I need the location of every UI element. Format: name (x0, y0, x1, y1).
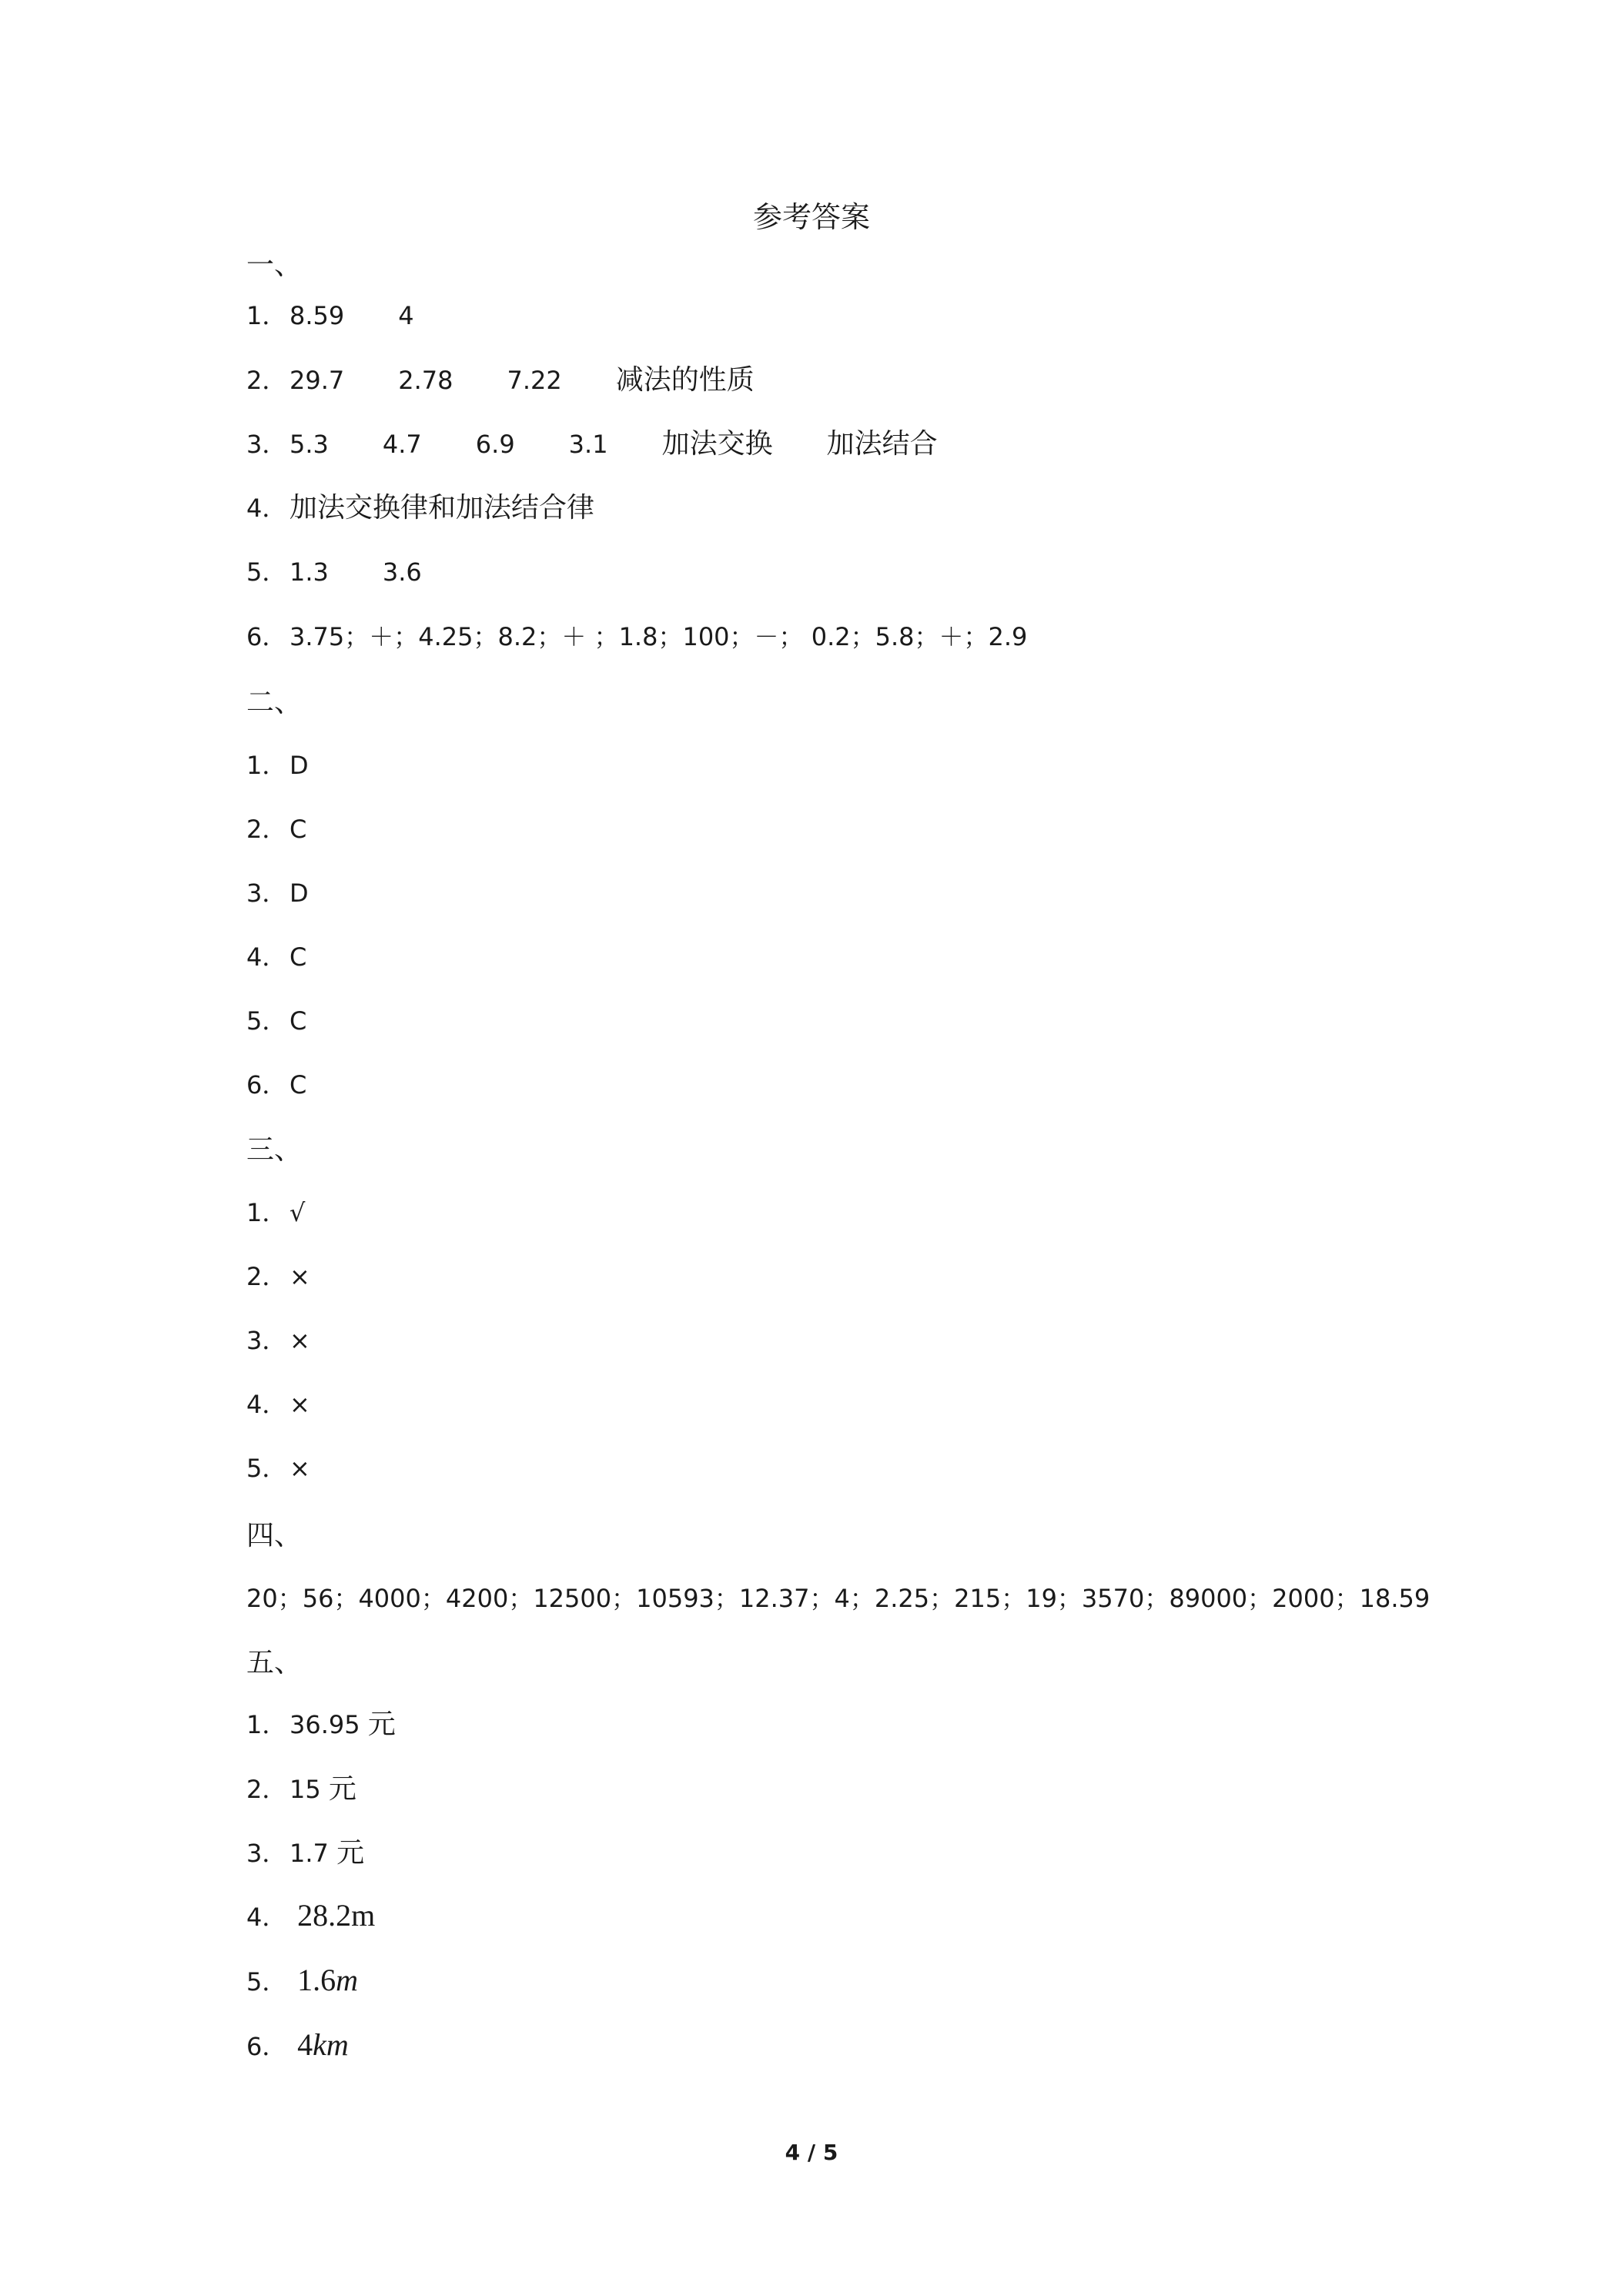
answer-value: D (289, 879, 309, 908)
unit-label: 元 (336, 1837, 365, 1869)
s1-item-6 (246, 618, 1027, 655)
item-number: 3． (246, 879, 287, 908)
item-number: 3． (246, 1839, 287, 1868)
s5-item-5 (246, 1962, 358, 2000)
item-number: 5． (246, 1967, 287, 1996)
answer-value: 15 (289, 1775, 321, 1804)
item-number: 5． (246, 1006, 287, 1036)
item-number: 3． (246, 430, 287, 459)
item-number: 5． (246, 1454, 287, 1483)
item-number: 4． (246, 942, 287, 972)
answer-value: 3.1 (568, 430, 608, 459)
answer-value: × (289, 1454, 310, 1483)
item-number: 2． (246, 1262, 287, 1291)
answer-value: 减法的性质 (615, 364, 755, 396)
answer-value: 1.7 (289, 1839, 329, 1868)
answer-value: 4.7 (382, 430, 422, 459)
answer-value: 29.7 (289, 366, 345, 395)
answer-value: 1.6 (297, 1963, 336, 1997)
item-number: 1． (246, 1710, 287, 1739)
answer-value: C (289, 815, 307, 844)
section-heading-1: 一、 (246, 249, 303, 281)
unit-label: 元 (367, 1709, 396, 1740)
section-heading-3: 三、 (246, 1134, 303, 1166)
s5-item-3 (246, 1835, 364, 1872)
item-number: 1． (246, 301, 287, 330)
item-number: 4． (246, 1390, 287, 1419)
s2-item-4 (246, 939, 306, 976)
s2-item-5 (246, 1002, 306, 1039)
s3-item-1 (246, 1194, 305, 1231)
s3-item-5 (246, 1450, 310, 1487)
s1-item-1 (246, 297, 414, 334)
answer-value: 7.22 (507, 366, 562, 395)
unit-label: m (336, 1963, 359, 1997)
answer-value: 5.3 (289, 430, 329, 459)
item-number: 2． (246, 366, 287, 395)
answer-value: 6.9 (475, 430, 515, 459)
s5-item-2 (246, 1771, 356, 1808)
item-number: 6． (246, 622, 287, 651)
answer-value: 3.6 (382, 557, 422, 587)
page-title: 参考答案 (752, 200, 870, 234)
answer-value: 8.59 (289, 301, 345, 330)
s2-item-2 (246, 811, 306, 848)
s2-item-3 (246, 875, 309, 912)
answer-value: × (289, 1326, 310, 1355)
answer-value: C (289, 1006, 307, 1036)
item-number: 6． (246, 1070, 287, 1099)
item-number: 3． (246, 1326, 287, 1355)
section-heading-2: 二、 (246, 687, 303, 718)
s5-item-1 (246, 1706, 396, 1743)
unit-label: km (313, 2027, 349, 2062)
item-number: 2． (246, 1775, 287, 1804)
answer-value: C (289, 1070, 307, 1099)
s3-item-3 (246, 1322, 310, 1359)
answer-value: 加法结合 (826, 428, 938, 460)
answer-value: C (289, 942, 307, 972)
s1-item-5 (246, 554, 422, 591)
answer-value: × (289, 1390, 310, 1419)
answer-value: 36.95 (289, 1710, 360, 1739)
s1-item-2 (246, 362, 755, 399)
answer-value: 2.78 (398, 366, 453, 395)
section-heading-4: 四、 (246, 1520, 303, 1551)
item-number: 4． (246, 1903, 287, 1932)
section-heading-5: 五、 (246, 1647, 303, 1678)
item-number: 5． (246, 557, 287, 587)
item-number: 1． (246, 1198, 287, 1227)
s3-item-2 (246, 1258, 310, 1295)
answer-value: 1.3 (289, 557, 329, 587)
item-number: 1． (246, 751, 287, 780)
item-number: 6． (246, 2032, 287, 2061)
s1-item-4 (246, 490, 594, 527)
s5-item-4 (246, 1897, 375, 1936)
answer-value: 4 (297, 2027, 313, 2062)
answer-value: 3.75；＋；4.25；8.2；＋ ；1.8；100；－； 0.2；5.8；＋；2.9 (289, 622, 1028, 651)
s5-item-6 (246, 2027, 349, 2065)
s2-item-1 (246, 747, 309, 784)
answer-value: × (289, 1262, 310, 1291)
item-number: 2． (246, 815, 287, 844)
s2-item-6 (246, 1066, 306, 1103)
page-number: 4 / 5 (785, 2140, 838, 2165)
answer-value: 加法交换律和加法结合律 (289, 492, 595, 524)
s1-item-3 (246, 426, 938, 463)
answer-value: 4 (398, 301, 414, 330)
item-number: 4． (246, 494, 287, 523)
answer-value: √ (289, 1198, 306, 1227)
answer-value: D (289, 751, 309, 780)
s4-answers: 20；56；4000；4200；12500；10593；12.37；4；2.25；215；19；3570；89000；2000；18.59 (246, 1584, 1431, 1613)
unit-label: 元 (328, 1773, 356, 1805)
answer-value: 加法交换 (661, 428, 773, 460)
answer-value: 28.2m (297, 1898, 376, 1933)
s3-item-4 (246, 1386, 310, 1423)
